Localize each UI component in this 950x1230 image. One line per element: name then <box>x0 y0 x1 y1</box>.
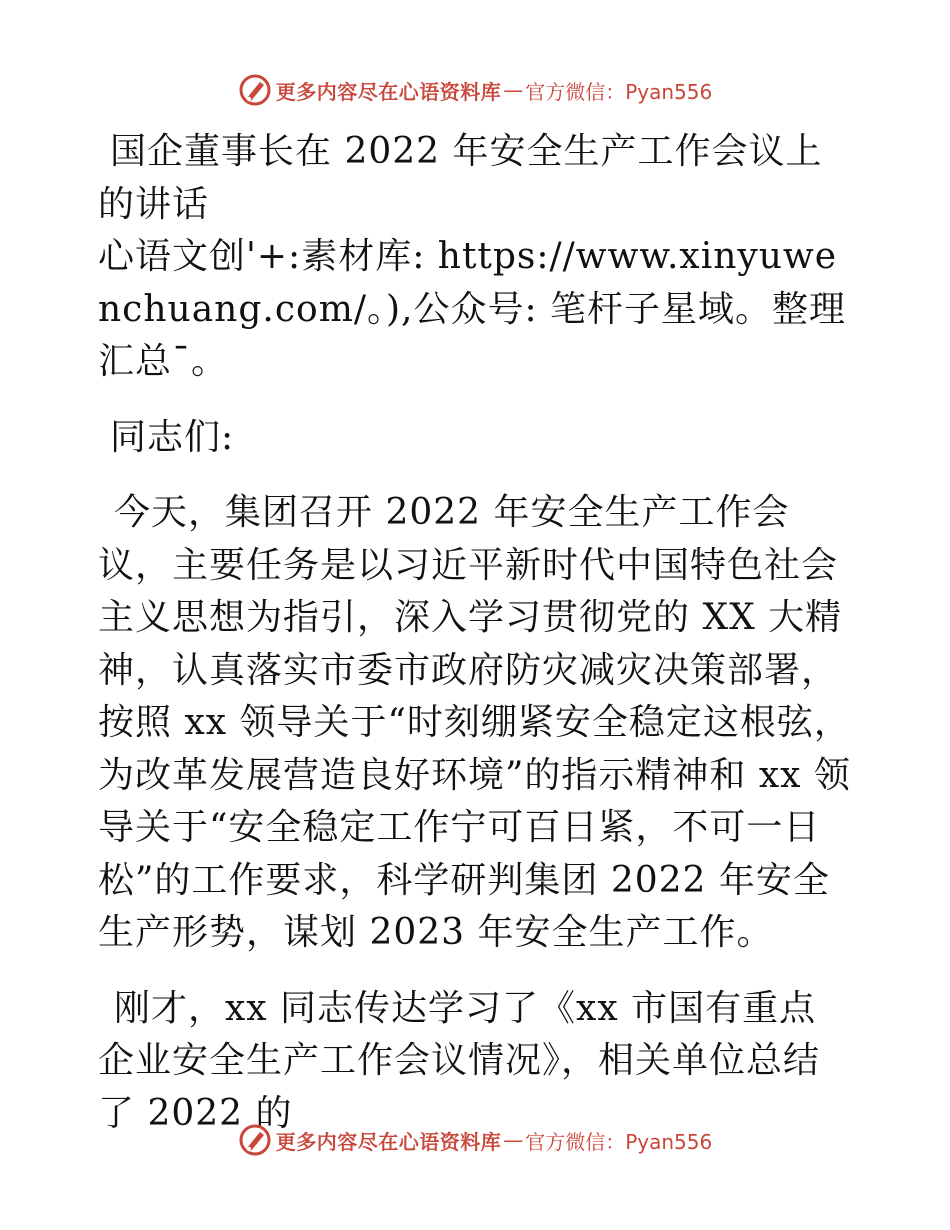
footer-watermark-banner <box>0 1120 950 1160</box>
paragraph-1: 今天，集团召开 2022 年安全生产工作会议，主要任务是以习近平新时代中国特色社会主义思想为指引，深入学习贯彻党的 XX 大精神，认真落实市委市政府防灾减灾决策部署，按照 xx 领导关于“时刻绷紧安全稳定这根弦，为改革发展营造良好环境”的指示精神和 xx 领导关于“安全稳定工作宁可百日紧，不可一日松”的工作要求，科学研判集团 2022 年安全生产形势，谋划 2023 年安全生产工作。 <box>98 492 851 953</box>
pen-logo-icon <box>238 1123 272 1157</box>
banner-contact-text: 官方微信：Pyan556 <box>525 1129 713 1154</box>
paragraph-2: 刚才，xx 同志传达学习了《xx 市国有重点企业安全生产工作会议情况》，相关单位总结了 2022 的 <box>98 987 821 1134</box>
banner-separator: — <box>503 78 524 102</box>
document-title: 国企董事长在 2022 年安全生产工作会议上的讲话 <box>98 131 823 225</box>
document-body <box>98 126 853 1140</box>
banner-contact-text: 官方微信：Pyan556 <box>525 79 713 104</box>
source-note: 心语文创'+:素材库: https://www.xinyuwenchuang.com/。),公众号: 笔杆子星域。整理汇总¯。 <box>98 236 847 382</box>
banner-brand-text: 更多内容尽在心语资料库 <box>275 79 502 104</box>
greeting: 同志们: <box>110 416 235 458</box>
banner-brand-text: 更多内容尽在心语资料库 <box>275 1129 502 1154</box>
header-watermark-banner <box>0 70 950 110</box>
pen-logo-icon <box>238 73 272 107</box>
banner-separator: — <box>503 1128 524 1152</box>
